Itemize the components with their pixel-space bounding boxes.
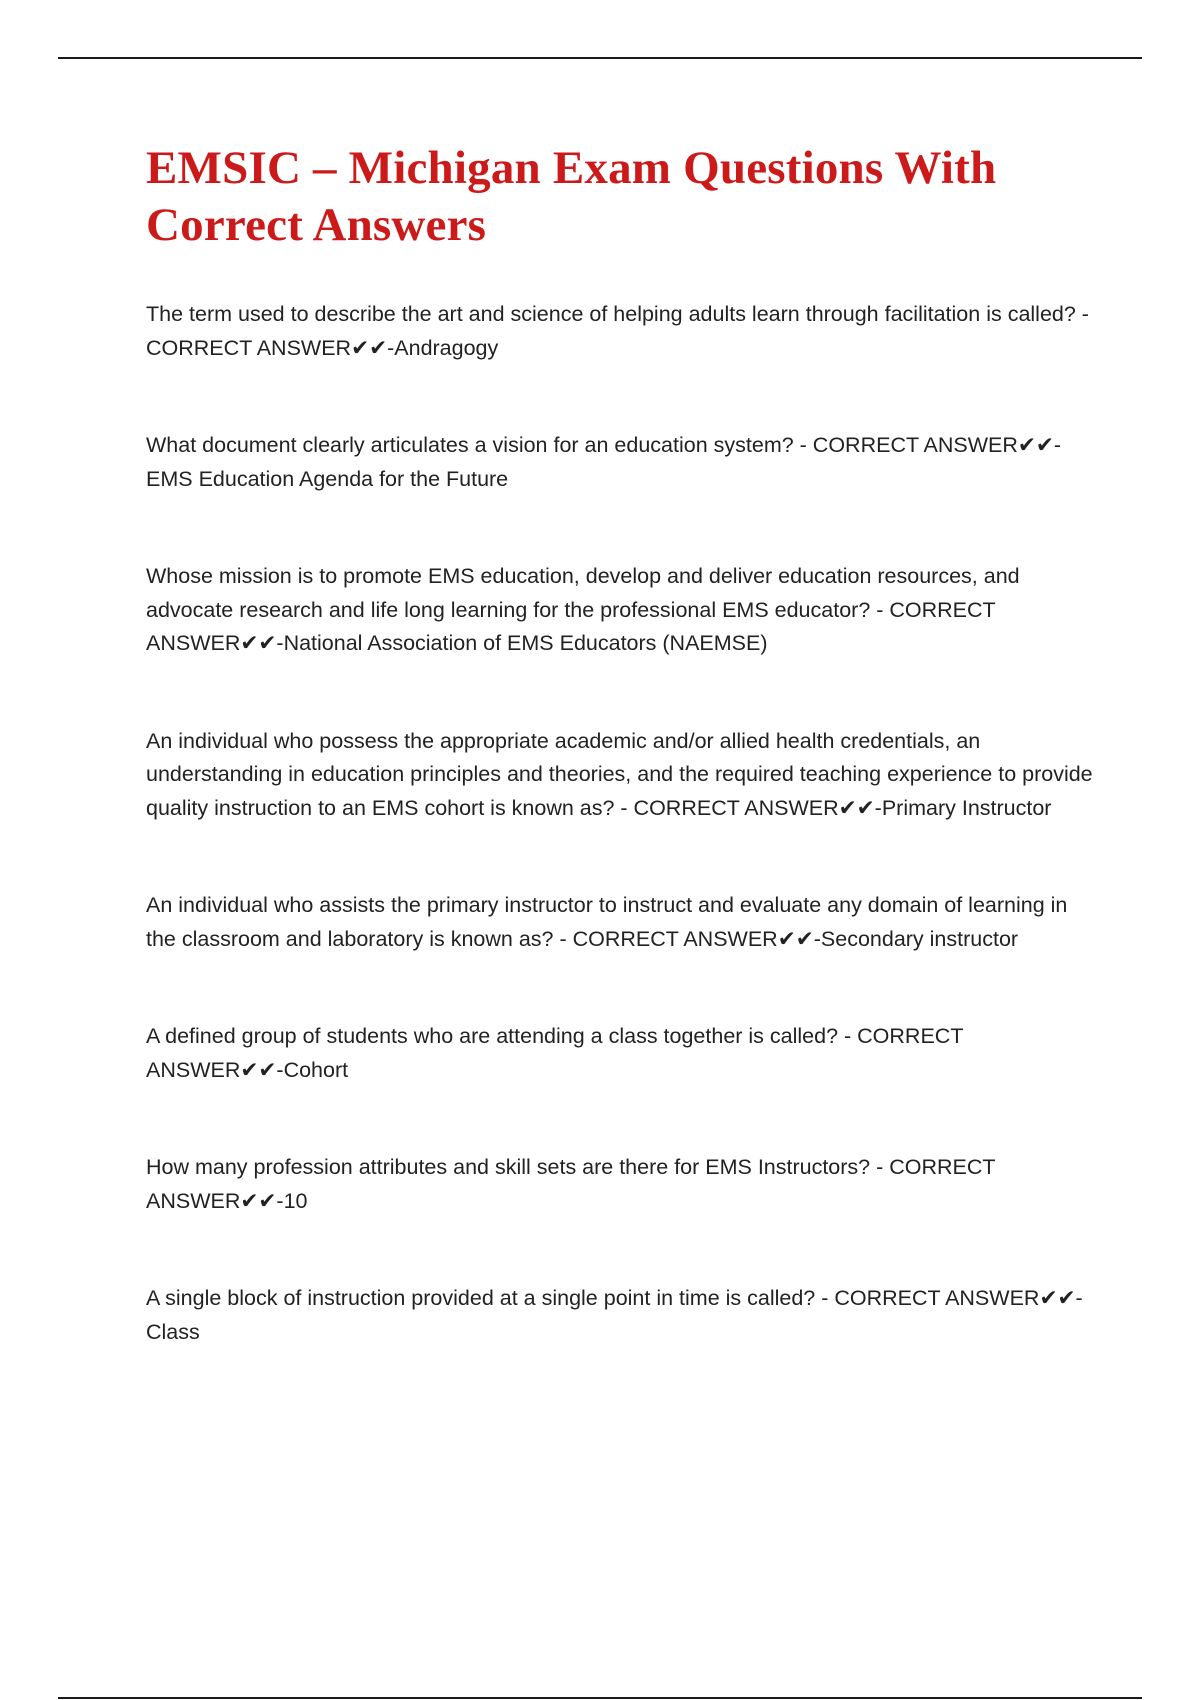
answer-text: -Primary Instructor	[874, 795, 1052, 820]
answer-text: -Class	[146, 1286, 1083, 1344]
check-marks-icon: ✔✔	[240, 631, 277, 655]
check-marks-icon: ✔✔	[777, 926, 814, 951]
question-text: An individual who assists the primary instructor to instruct and evaluate any domain of learning in the classroom and laboratory is known as? - CORRECT ANSWER	[146, 893, 1074, 951]
question-text: A defined group of students who are attending a class together is called? - CORRECT ANSWER	[146, 1024, 968, 1082]
question-text: A single block of instruction provided at a single point in time is called? - CORRECT ANSWER	[146, 1286, 1040, 1310]
check-marks-icon: ✔✔	[838, 795, 875, 820]
answer-text: -National Association of EMS Educators (NAEMSE)	[276, 631, 768, 655]
answer-text: -Andragogy	[387, 335, 499, 360]
check-marks-icon: ✔✔	[1017, 433, 1054, 457]
answer-text: -Secondary instructor	[813, 926, 1019, 951]
qa-item-1	[146, 298, 1096, 365]
bottom-rule	[58, 1697, 1142, 1699]
qa-item-8	[146, 1282, 1096, 1349]
qa-item-2	[146, 429, 1096, 496]
document-body	[146, 140, 1099, 1413]
document-title: EMSIC – Michigan Exam Questions With Correct Answers	[146, 142, 997, 251]
qa-item-4	[146, 725, 1099, 826]
question-text: The term used to describe the art and science of helping adults learn through facilitation is called? - CORRECT ANSWER	[146, 302, 1095, 360]
qa-item-6	[146, 1020, 1096, 1087]
check-marks-icon: ✔✔	[351, 335, 388, 360]
question-text: Whose mission is to promote EMS education, develop and deliver education resources, and advocate research and life long learning for the professional EMS educator? - CORRECT ANSWER	[146, 564, 1026, 655]
question-text: What document clearly articulates a vision for an education system? - CORRECT ANSWER	[146, 433, 1018, 457]
answer-text: -Cohort	[276, 1057, 349, 1082]
check-marks-icon: ✔✔	[240, 1188, 277, 1213]
top-rule	[58, 57, 1142, 59]
answer-text: -10	[276, 1188, 308, 1213]
check-marks-icon: ✔✔	[240, 1057, 277, 1082]
question-text: How many profession attributes and skill sets are there for EMS Instructors? - CORRECT ANSWER	[146, 1155, 1000, 1213]
qa-list	[146, 298, 1099, 1349]
check-marks-icon: ✔✔	[1039, 1286, 1076, 1310]
qa-item-3	[146, 560, 1096, 661]
answer-text: -EMS Education Agenda for the Future	[146, 433, 1062, 491]
question-text: An individual who possess the appropriate academic and/or allied health credentials, an understanding in education principles and theories, and the required teaching experience to provide quality instruction to an EMS cohort is known as? - CORRECT ANSWER	[146, 728, 1099, 820]
qa-item-5	[146, 889, 1096, 956]
qa-item-7	[146, 1151, 1096, 1218]
